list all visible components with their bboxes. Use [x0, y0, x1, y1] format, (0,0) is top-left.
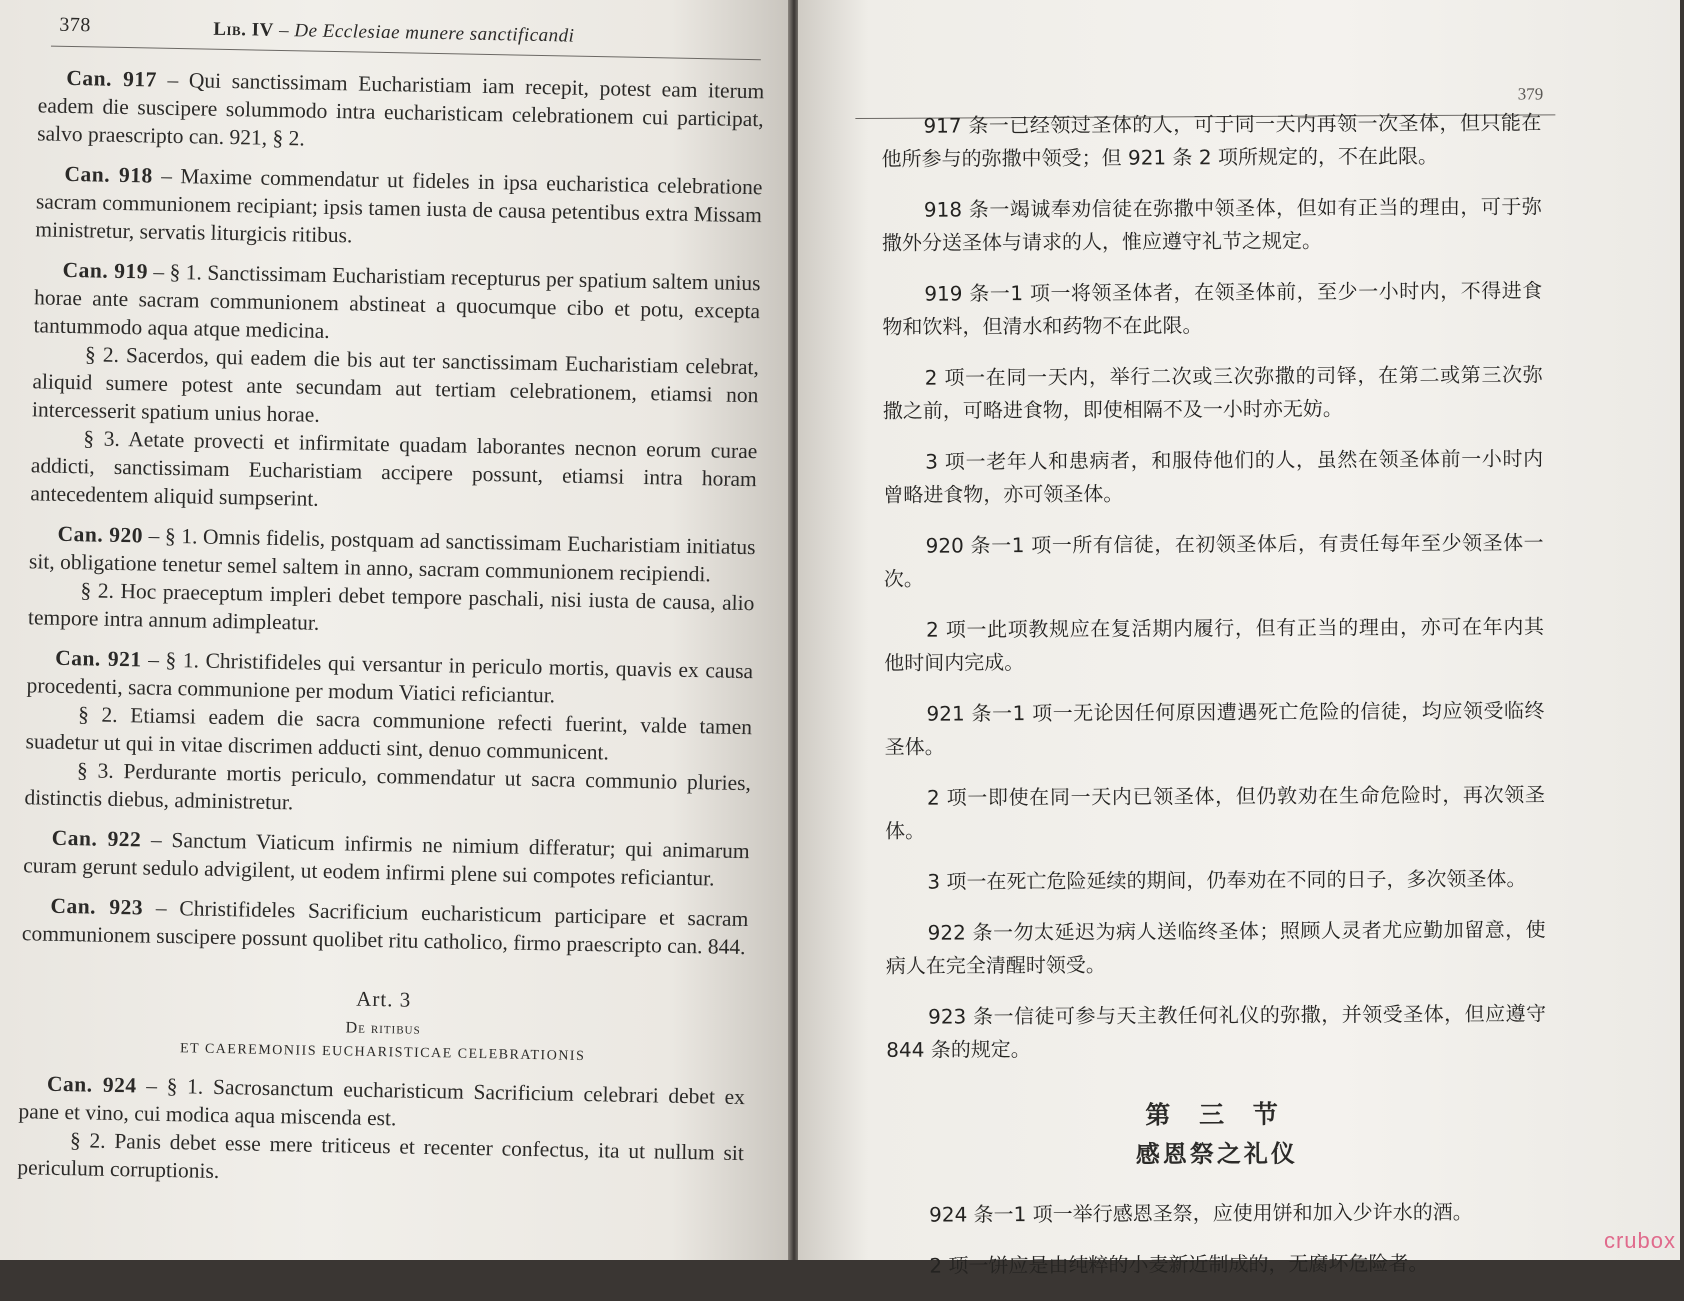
canon-subparagraph: § 3. Perdurante mortis periculo, commendatur ut sacra communio pluries, distinctis diebus, administretur. [24, 758, 752, 815]
canon-paragraph [33, 255, 760, 353]
chinese-canon-paragraph: 2 项一此项教规应在复活期内履行，但有正当的理由，亦可在年内其他时间内完成。 [884, 614, 1545, 675]
canon-text: – Maxime commendatur ut fideles in ipsa eucharistica celebratione sacram communionem recipiant; ipsis tamen iusta de causa petentibus extra Missam ministretur, servatis liturgicis ritibus. [35, 163, 763, 248]
watermark: crubox [1603, 1228, 1676, 1253]
canon-subparagraph: § 2. Panis debet esse mere triticeus et recenter confectus, ita ut nullum sit periculum corruptionis. [17, 1128, 745, 1184]
canon-text: – Christifideles Sacrificium eucharisticum participare et sacram communionem suscipere possunt quolibet ritu catholico, firmo praescripto can. 844. [21, 895, 749, 960]
chinese-canon-paragraph: 923 条一信徒可参与天主教任何礼仪的弥撒，并领受圣体，但应遵守 844 条的规定。 [886, 1001, 1547, 1062]
canon-paragraph [23, 823, 750, 893]
canon-number: Can. 918 [64, 161, 154, 188]
canon-text: – § 1. Omnis fidelis, postquam ad sanctissimam Eucharistiam initiatus sit, obligatione tenetur semel saltem in anno, sacram communionem recipiendi. [28, 523, 756, 587]
canon-text: – § 1. Sanctissimam Eucharistiam recepturus per spatium saltem unius horae ante sacram communionem abstineat a quocumque cibo et potu, excepta tantummodo aqua atque medicina. [33, 259, 761, 343]
page-number-left: 378 [59, 13, 92, 37]
canon-paragraph [37, 63, 764, 161]
chinese-canon-paragraph: 918 条一竭诚奉劝信徒在弥撒中领圣体，但如有正当的理由，可于弥撒外分送圣体与请求的人，惟应遵守礼节之规定。 [881, 194, 1542, 255]
section-subtitle: 感恩祭之礼仪 [1135, 1139, 1298, 1169]
canon-number: Can. 922 [51, 825, 142, 852]
chinese-canon-paragraph: 919 条一1 项一将领圣体者，在领圣体前，至少一小时内，不得进食物和饮料，但清水和药物不在此限。 [882, 278, 1543, 339]
canon-paragraph [22, 891, 749, 961]
chinese-canon-paragraph: 922 条一勿太延迟为病人送临终圣体；照顾人灵者尤应勤加留意，使病人在完全清醒时领受。 [885, 917, 1546, 978]
running-title [213, 19, 575, 48]
page-number-right: 379 [1517, 84, 1544, 104]
chinese-canon-paragraph: 3 项一老年人和患病者，和服侍他们的人，虽然在领圣体前一小时内曾略进食物，亦可领圣体。 [883, 446, 1544, 507]
chinese-canon-paragraph: 2 项一即使在同一天内已领圣体，但仍敦劝在生命危险时，再次领圣体。 [885, 782, 1545, 843]
article-subtitle-2: ET CAEREMONIIS EUCHARISTICAE CELEBRATIONIS [179, 1041, 586, 1065]
canon-text: – § 1. Christifideles qui versantur in periculo mortis, quavis ex causa procedenti, sacra communione per modum Viatici reficiantur. [26, 647, 754, 708]
canon-text: – Qui sanctissimam Eucharistiam iam recepit, potest eam iterum eadem die suscipere solummodo intra eucharisticam celebrationem cui participat, salvo praescripto can. 921, § 2. [37, 67, 765, 151]
article-title: Art. 3 [355, 986, 412, 1012]
right-page-content [795, 0, 1684, 1278]
section-title: 第 三 节 [1145, 1099, 1288, 1130]
canon-number: Can. 923 [50, 893, 144, 920]
left-page [0, 0, 790, 1260]
left-page-content [0, 0, 802, 1268]
canon-paragraph [35, 159, 762, 257]
running-header-left [51, 10, 762, 61]
running-title-lib: Lib. IV [213, 18, 275, 41]
chinese-canon-paragraph: 2 项一饼应是由纯粹的小麦新近制成的，无腐坏危险者。 [929, 1251, 1429, 1278]
chinese-canon-paragraph: 920 条一1 项一所有信徒，在初领圣体后，有责任每年至少领圣体一次。 [883, 530, 1544, 591]
latin-canons [17, 63, 765, 1207]
section-heading [886, 1093, 1546, 1174]
canon-subparagraphs [24, 699, 752, 825]
canon-text: – § 1. Sacrosanctum eucharisticum Sacrificium celebrari debet ex pane et vino, cui modica aqua miscenda est. [18, 1073, 746, 1131]
right-page [798, 0, 1680, 1278]
chinese-canon-paragraph: 924 条一1 项一举行感恩圣祭，应使用饼和加入少许水的酒。 [929, 1199, 1473, 1227]
chinese-canon-paragraph: 917 条一已经领过圣体的人，可于同一天内再领一次圣体，但只能在他所参与的弥撒中领受；但 921 条 2 项所规定的，不在此限。 [881, 110, 1542, 171]
canon-subparagraphs [30, 339, 759, 521]
article-subtitle: De ritibus [345, 1019, 421, 1038]
canon-text: – Sanctum Viaticum infirmis ne nimium differatur; qui animarum curam gerunt sedulo advigilent, ut eodem infirmi plene sui compotes reficiantur. [22, 827, 750, 891]
canon-subparagraph: § 3. Aetate provecti et infirmitate quadam laborantes necnon eorum curae addicti, sanctissimam Eucharistiam accipere possunt, etiamsi intra horam antecedentem aliquid sumpserint. [30, 426, 758, 511]
chinese-canon-paragraph: 2 项一在同一天内，举行二次或三次弥撒的司铎，在第二或第三次弥撒之前，可略进食物，即使相隔不及一小时亦无妨。 [882, 362, 1543, 423]
chinese-canon-paragraph: 921 条一1 项一无论因任何原因遭遇死亡危险的信徒，均应领受临终圣体。 [884, 698, 1545, 759]
canon-subparagraph: § 2. Hoc praeceptum impleri debet tempore paschali, nisi iusta de causa, alio tempore intra annum adimpleatur. [27, 578, 755, 635]
canon-subparagraph: § 2. Sacerdos, qui eadem die bis aut ter sanctissimam Eucharistiam celebrat, aliquid sumere potest ante secundam aut tertiam celebrationem, etiamsi non intercesserit spatium unius horae. [31, 342, 760, 427]
canon-number: Can. 919 [62, 257, 149, 284]
canon-subparagraph: § 2. Etiamsi eadem die sacra communione refecti fuerint, valde tamen suadetur ut qui in vitae discrimen adducti sint, denuo communicent. [25, 702, 753, 765]
canon-number: Can. 920 [57, 521, 144, 548]
canon-number: Can. 924 [46, 1071, 137, 1098]
canon-number: Can. 921 [54, 645, 142, 672]
article-heading [20, 975, 747, 1071]
chinese-canon-paragraph: 3 项一在死亡危险延续的期间，仍奉劝在不同的日子，多次领圣体。 [927, 866, 1527, 894]
chinese-canons [881, 106, 1547, 1300]
running-title-rest: – De Ecclesiae munere sanctificandi [278, 19, 575, 47]
canon-number: Can. 917 [66, 65, 158, 92]
